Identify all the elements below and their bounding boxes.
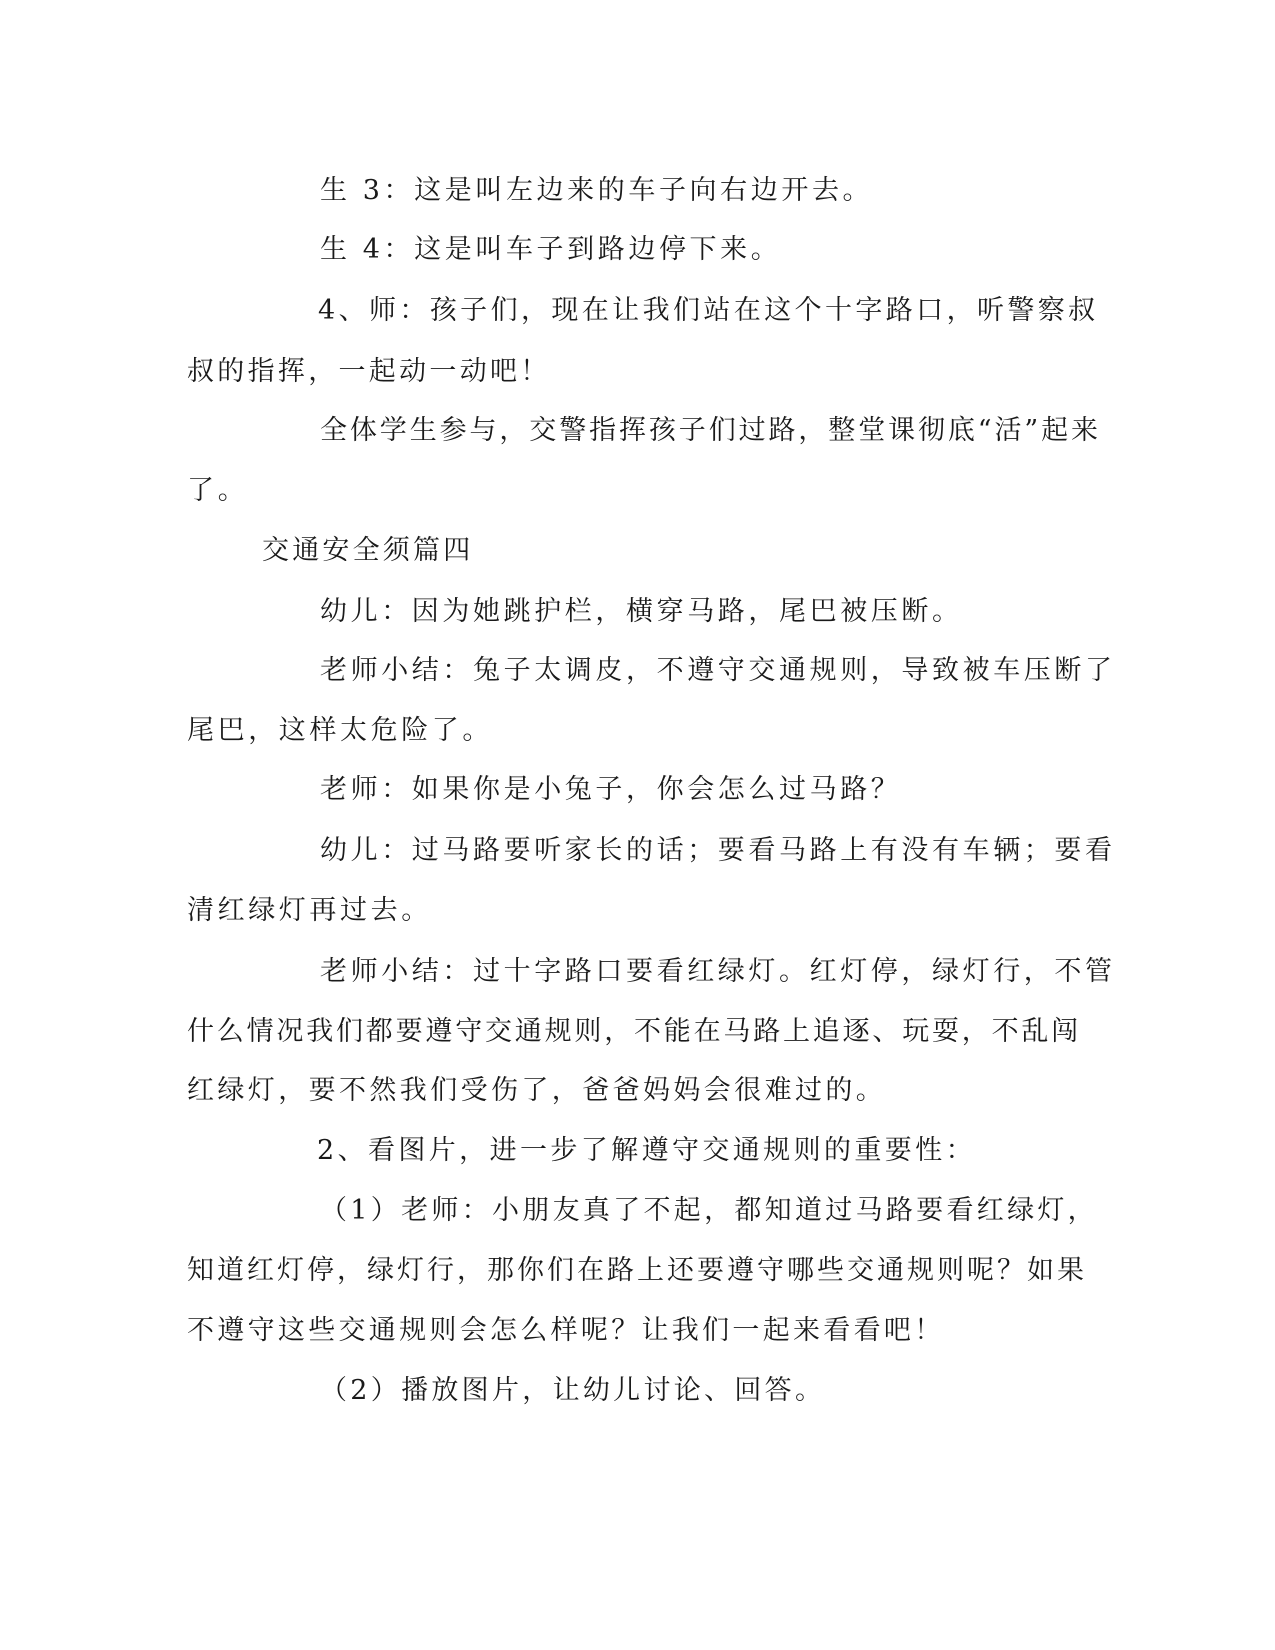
text-line: 2、看图片，进一步了解遵守交通规则的重要性： [317,1135,976,1166]
text-line: 老师小结：兔子太调皮，不遵守交通规则，导致被车压断了 [320,655,1116,686]
text-line: 红绿灯，要不然我们受伤了，爸爸妈妈会很难过的。 [187,1075,887,1106]
text-line: 了。 [187,475,249,506]
text-line: 清红绿灯再过去。 [187,895,432,926]
text-line: 不遵守这些交通规则会怎么样呢？让我们一起来看看吧！ [187,1315,945,1346]
text-line: 老师：如果你是小兔子，你会怎么过马路？ [320,774,902,805]
text-line: 什么情况我们都要遵守交通规则，不能在马路上追逐、玩耍，不乱闯 [187,1016,1081,1047]
text-line: 生 3：这是叫左边来的车子向右边开去。 [320,175,874,206]
text-line: 幼儿：因为她跳护栏，横穿马路，尾巴被压断。 [320,596,963,627]
text-line: 全体学生参与，交警指挥孩子们过路，整堂课彻底“活”起来 [320,415,1101,446]
text-line: 幼儿：过马路要听家长的话；要看马路上有没有车辆；要看 [320,835,1116,866]
text-line: （1）老师：小朋友真了不起，都知道过马路要看红绿灯， [320,1195,1098,1226]
text-line: 4、师：孩子们，现在让我们站在这个十字路口，听警察叔 [318,295,1099,326]
text-line: 尾巴，这样太危险了。 [187,715,493,746]
section-heading: 交通安全须篇四 [262,535,474,566]
text-line: 生 4：这是叫车子到路边停下来。 [320,234,782,265]
text-line: （2）播放图片，让幼儿讨论、回答。 [320,1375,826,1406]
text-line: 知道红灯停，绿灯行，那你们在路上还要遵守哪些交通规则呢？如果 [187,1255,1087,1286]
text-line: 老师小结：过十字路口要看红绿灯。红灯停，绿灯行，不管 [320,956,1116,987]
text-line: 叔的指挥，一起动一动吧！ [187,356,551,387]
